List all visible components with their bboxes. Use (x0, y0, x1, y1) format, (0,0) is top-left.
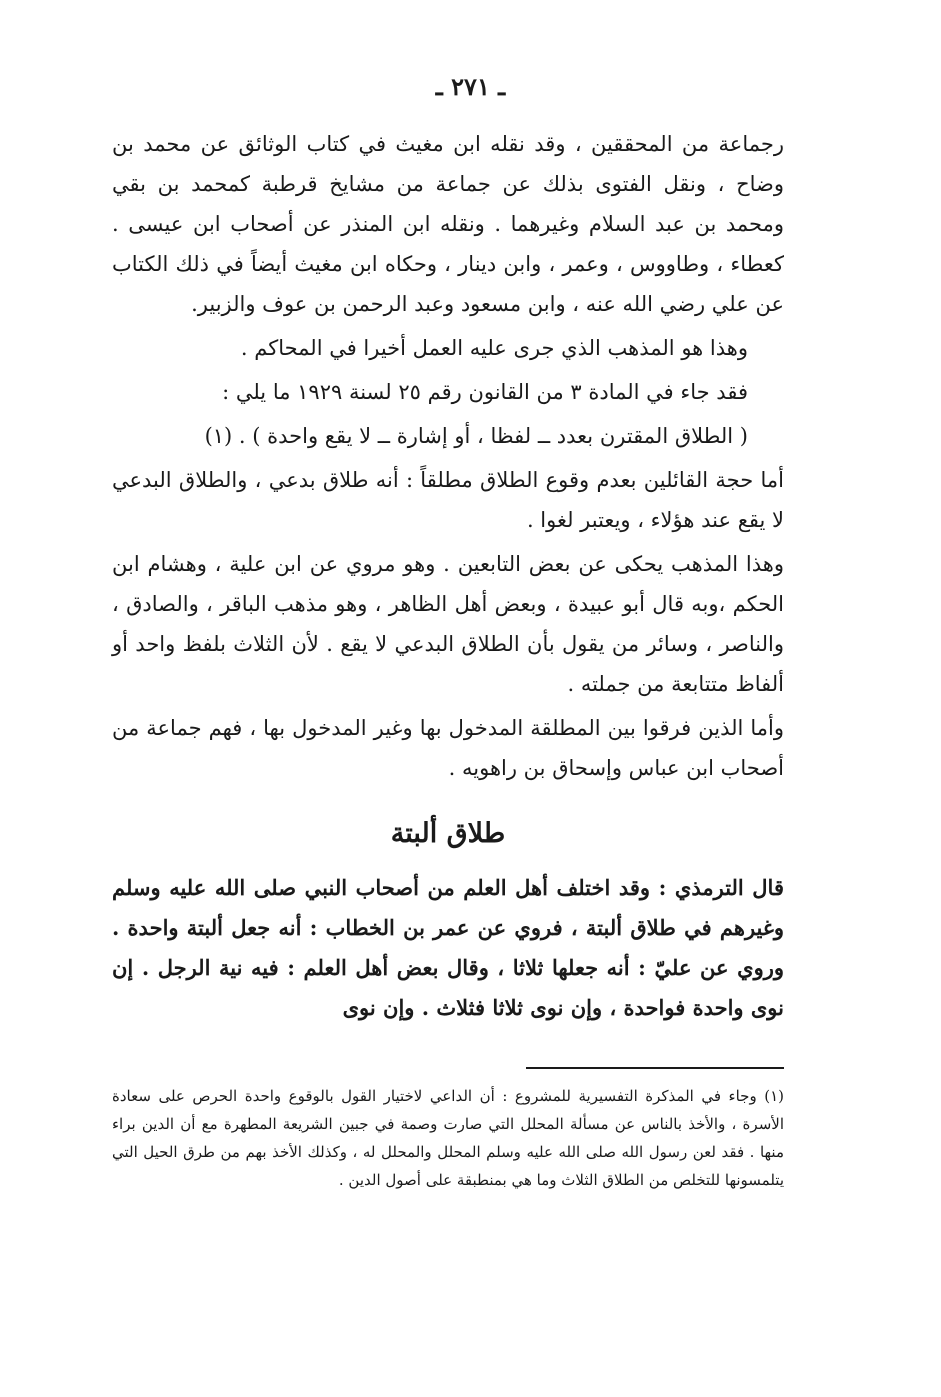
footnote (112, 1082, 784, 1194)
paragraph-2: وهذا هو المذهب الذي جرى عليه العمل أخيرا في المحاكم . (240, 336, 748, 360)
footnote-text: (١) وجاء في المذكرة التفسيرية للمشروع : أن الداعي لاختيار القول بالوقوع واحدة الحرص على سعادة الأسرة ، والأخذ بالناس عن مسألة المحلل التي صارت وصمة في جبين الشريعة المطهرة مع أن الدين براء منها . فقد لعن رسول الله صلى الله عليه وسلم المحلل والمحلل له ، وكذلك الأخذ بهم من طرق الحيل التي يتلمسونها للتخلص من الطلاق الثلاث وما هي بمنطبقة على أصول الدين . (112, 1087, 784, 1189)
section-paragraph: قال الترمذي : وقد اختلف أهل العلم من أصحاب النبي صلى الله عليه وسلم وغيرهم في طلاق ألبتة ، فروي عن عمر بن الخطاب : أنه جعل ألبتة واحدة . وروي عن عليّ : أنه جعلها ثلاثا ، وقال بعض أهل العلم : فيه نية الرجل . إن نوى واحدة فواحدة ، وإن نوى ثلاثا فثلاث . وإن نوى (112, 875, 784, 1020)
footnote-divider (526, 1067, 784, 1069)
paragraph-6: وهذا المذهب يحكى عن بعض التابعين . وهو مروي عن ابن علية ، وهشام ابن الحكم ،وبه قال أبو عبيدة ، وبعض أهل الظاهر ، وهو مذهب الباقر ، والصادق ، والناصر ، وسائر من يقول بأن الطلاق البدعي لا يقع . لأن الثلاث بلفظ واحد أو ألفاظ متتابعة من جملته . (112, 552, 784, 696)
paragraph-1: رجماعة من المحققين ، وقد نقله ابن مغيث في كتاب الوثائق عن محمد بن وضاح ، ونقل الفتوى بذلك عن جماعة من مشايخ قرطبة كمحمد بن بقي ومحمد بن عبد السلام وغيرهما . ونقله ابن المنذر عن أصحاب ابن عيسى . كعطاء ، وطاووس ، وعمر ، وابن دينار ، وحكاه ابن مغيث أيضاً في ذلك الكتاب عن علي رضي الله عنه ، وابن مسعود وعبد الرحمن بن عوف والزبير. (112, 132, 784, 316)
paragraph-7: وأما الذين فرقوا بين المطلقة المدخول بها وغير المدخول بها ، فهم جماعة من أصحاب ابن عباس وإسحاق بن راهويه . (112, 716, 784, 780)
page-number: ـ ٢٧١ ـ (435, 72, 506, 101)
paragraph-4: ( الطلاق المقترن بعدد ــ لفظا ، أو إشارة ــ لا يقع واحدة ) . (١) (204, 424, 748, 448)
paragraph-3: فقد جاء في المادة ٣ من القانون رقم ٢٥ لسنة ١٩٢٩ ما يلي : (222, 380, 748, 404)
main-text (112, 124, 784, 1032)
paragraph-5: أما حجة القائلين بعدم وقوع الطلاق مطلقاً : أنه طلاق بدعي ، والطلاق البدعي لا يقع عند هؤلاء ، ويعتبر لغوا . (112, 468, 784, 532)
section-title: طلاق ألبتة (390, 818, 506, 849)
